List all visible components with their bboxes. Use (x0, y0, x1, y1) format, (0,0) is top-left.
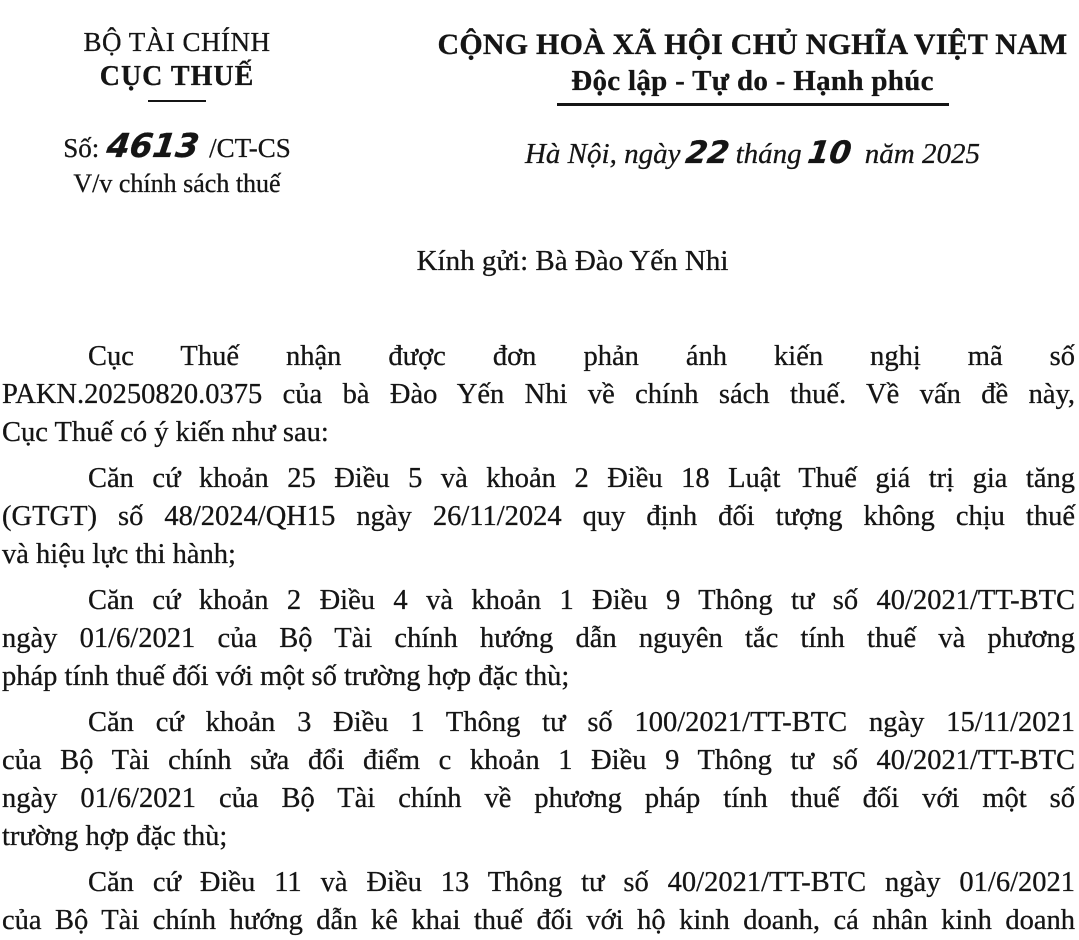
body-line-clipped: của Bộ Tài chính hướng dẫn kê khai thuế đối với hộ kinh doanh, cá nhân kinh doanh (2, 905, 1075, 936)
body-line: ngày 01/6/2021 của Bộ Tài chính hướng dẫn nguyên tắc tính thuế và phương (2, 623, 1075, 654)
body-line: trường hợp đặc thù; (2, 821, 228, 852)
body-line: của Bộ Tài chính sửa đổi điểm c khoản 1 Điều 9 Thông tư số 40/2021/TT-BTC (2, 745, 1075, 776)
national-header-block (430, 26, 1075, 173)
national-motto: Độc lập - Tự do - Hạnh phúc (571, 65, 934, 97)
paragraph-legal-basis-4 (2, 864, 1075, 940)
body-line: Căn cứ khoản 2 Điều 4 và khoản 1 Điều 9 Thông tư số 40/2021/TT-BTC (88, 585, 1075, 616)
issuer-block (12, 26, 342, 200)
letter-body (0, 338, 1079, 940)
body-line: và hiệu lực thi hành; (2, 539, 236, 570)
national-title: CỘNG HOÀ XÃ HỘI CHỦ NGHĨA VIỆT NAM (437, 28, 1068, 61)
issuer-underline (148, 100, 206, 102)
date-day-handwritten: 22 (683, 134, 733, 171)
motto-underline (557, 103, 949, 106)
document-subject: V/v chính sách thuế (73, 169, 281, 198)
recipient-line: Kính gửi: Bà Đào Yến Nhi (416, 245, 729, 277)
paragraph-legal-basis-3 (2, 704, 1075, 856)
body-line: Cục Thuế nhận được đơn phản ánh kiến nghị mã số (88, 341, 1075, 372)
letter-header (0, 26, 1079, 200)
issuing-ministry: BỘ TÀI CHÍNH (83, 27, 271, 57)
body-line: pháp tính thuế đối với một số trường hợp đặc thù; (2, 661, 570, 692)
body-line: Căn cứ Điều 11 và Điều 13 Thông tư số 40/2021/TT-BTC ngày 01/6/2021 (88, 867, 1075, 898)
paragraph-legal-basis-1 (2, 460, 1075, 574)
document-number-handwritten: 4613 (104, 126, 202, 165)
date-prefix: Hà Nội, ngày (524, 137, 681, 170)
body-line: (GTGT) số 48/2024/QH15 ngày 26/11/2024 quy định đối tượng không chịu thuế (2, 501, 1075, 532)
place-date-line (430, 134, 1075, 173)
date-month-word: tháng (735, 137, 802, 170)
body-line: Căn cứ khoản 3 Điều 1 Thông tư số 100/2021/TT-BTC ngày 15/11/2021 (88, 707, 1075, 738)
issuing-department: CỤC THUẾ (99, 61, 255, 92)
document-number-suffix: /CT-CS (209, 133, 291, 163)
body-line: Căn cứ khoản 25 Điều 5 và khoản 2 Điều 18 Luật Thuế giá trị gia tăng (88, 463, 1075, 494)
document-number-line (12, 126, 342, 165)
document-number-label: Số: (63, 133, 100, 163)
date-month-handwritten: 10 (805, 134, 854, 171)
body-line: Cục Thuế có ý kiến như sau: (2, 417, 329, 448)
paragraph-intro (2, 338, 1075, 452)
date-suffix: năm 2025 (864, 137, 980, 170)
body-line: PAKN.20250820.0375 của bà Đào Yến Nhi về chính sách thuế. Về vấn đề này, (2, 379, 1075, 410)
paragraph-legal-basis-2 (2, 582, 1075, 696)
body-line: ngày 01/6/2021 của Bộ Tài chính về phương pháp tính thuế đối với một số (2, 783, 1075, 814)
